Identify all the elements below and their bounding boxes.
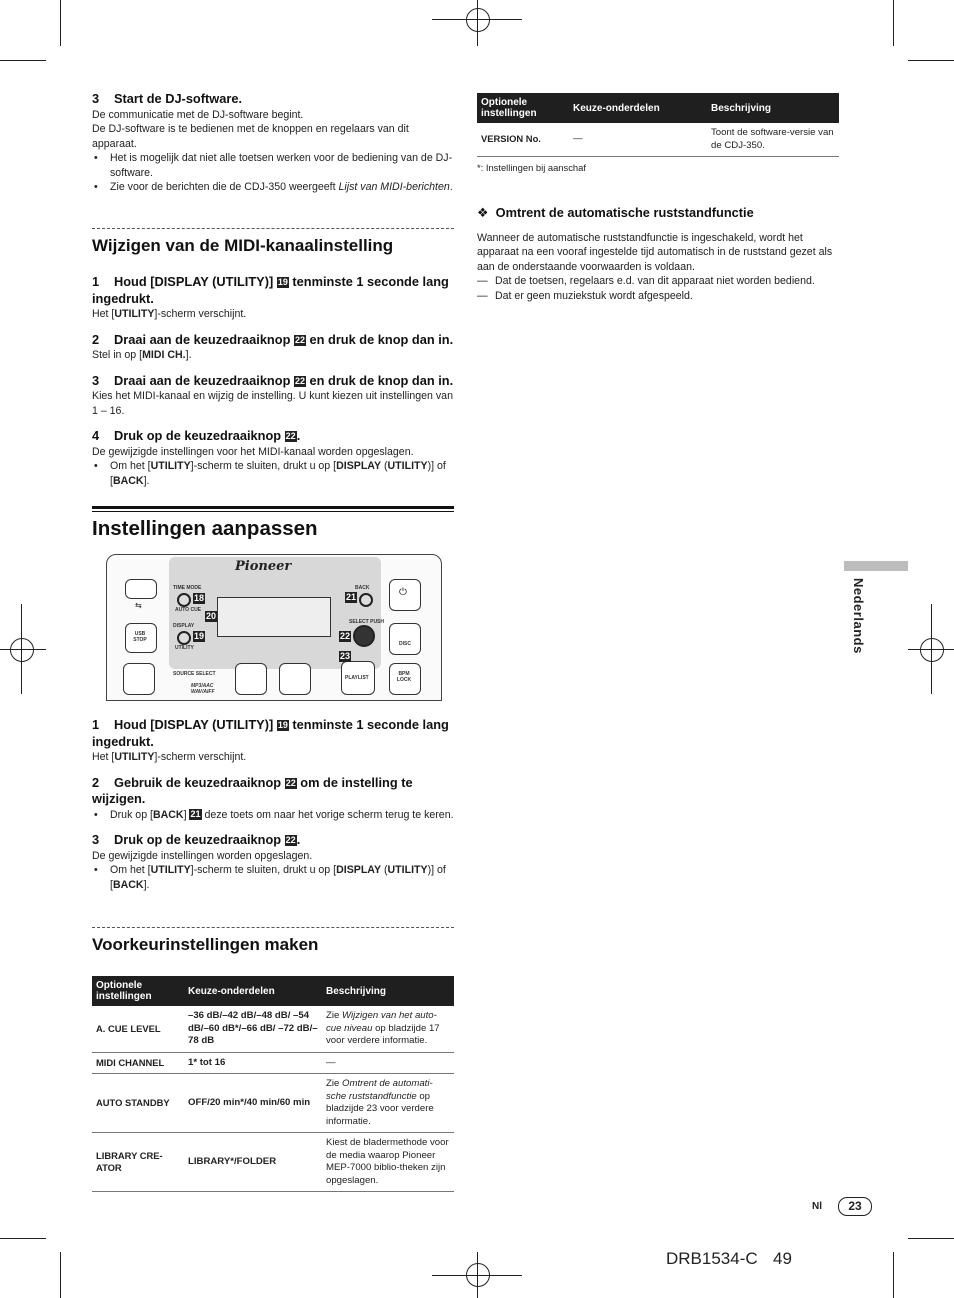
step-heading: 1 Houd [DISPLAY (UTILITY)] 19 tenminste 1 seconde lang ingedrukt. [92, 717, 449, 749]
table-row: A. CUE LEVEL –36 dB/–42 dB/–48 dB/ –54 dB/–60 dB*/–66 dB/ –72 dB/–78 dB Zie Wijzigen van het auto-cue niveau op bladzijde 17 voor verdere informatie. [92, 1006, 454, 1052]
subsection-heading: ❖ Omtrent de automatische ruststandfunctie [477, 205, 754, 220]
usb-icon: ⇆ [135, 601, 142, 610]
auto-standby-section [477, 205, 839, 303]
paragraph: De gewijzigde instellingen worden opgeslagen. [92, 849, 313, 862]
crop-mark [893, 1252, 894, 1298]
footnote: *: Instellingen bij aanschaf [477, 162, 586, 173]
crop-mark [0, 649, 46, 650]
bullet-item: • Druk op [BACK] 21 deze toets om naar het vorige scherm terug te keren. [92, 808, 454, 823]
table-row: AUTO STANDBY OFF/20 min*/40 min/60 min Zie Omtrent de automati-sche ruststandfunctie op bladzijde 23 voor verdere informatie. [92, 1074, 454, 1133]
section-heading: Wijzigen van de MIDI-kanaalinstelling [92, 236, 394, 255]
section-heading: Instellingen aanpassen [92, 517, 318, 540]
power-icon: ⏻ [399, 587, 407, 598]
table-header: Optionele instellingen [92, 976, 184, 1006]
step-heading: 3 Druk op de keuzedraaiknop 22. [92, 832, 301, 847]
crop-mark [0, 60, 46, 61]
callout-badge: 23 [340, 651, 351, 661]
table-row: LIBRARY CRE-ATOR LIBRARY*/FOLDER Kiest de bladermethode voor de media waarop Pioneer MEP-7000 biblio-theken zijn opgeslagen. [92, 1133, 454, 1192]
crop-mark [432, 1275, 522, 1276]
time-mode-button [177, 593, 191, 607]
midi-section [92, 236, 454, 488]
crop-mark [893, 0, 894, 46]
step-heading: 3 Start de DJ-software. [92, 91, 243, 106]
section-divider [92, 927, 454, 928]
section-heading: Voorkeurinstellingen maken [92, 935, 319, 954]
dash-item: — Dat er geen muziekstuk wordt afgespeeld. [477, 289, 839, 304]
table-row: MIDI CHANNEL 1* tot 16 — [92, 1052, 454, 1074]
disc-eject-button [389, 623, 421, 655]
back-button [359, 593, 373, 607]
settings-steps [92, 717, 454, 892]
rotary-selector [353, 625, 375, 647]
registration-mark [466, 8, 490, 32]
table-header: Beschrijving [322, 976, 454, 1006]
paragraph: Kies het MIDI-kanaal en wijzig de instelling. U kunt kiezen uit instellingen van 1 – 16. [92, 390, 453, 417]
disc-source-button [123, 663, 155, 695]
bullet-item: • Het is mogelijk dat niet alle toetsen werken voor de bediening van de DJ-software. [92, 151, 454, 180]
language-label: Nederlands [851, 578, 866, 654]
sheet-number: 49 [773, 1249, 792, 1268]
device-display [217, 597, 331, 637]
table-header: Keuze-onderdelen [569, 93, 707, 123]
callout-badge: 22 [340, 631, 351, 641]
midi-source-button [279, 663, 311, 695]
registration-mark [10, 638, 34, 662]
table-header: Optionele instellingen [477, 93, 569, 123]
step-heading: 3 Draai aan de keuzedraaiknop 22 en druk de knop dan in. [92, 372, 454, 388]
display-button [177, 631, 191, 645]
bullet-item: • Om het [UTILITY]-scherm te sluiten, drukt u op [DISPLAY (UTILITY)] of [BACK]. [92, 459, 454, 488]
step-heading: 4 Druk op de keuzedraaiknop 22. [92, 428, 301, 443]
crop-mark [60, 0, 61, 46]
table-header: Beschrijving [707, 93, 839, 123]
section-rule [92, 506, 454, 509]
device-illustration: Pioneer ⇆ USB STOP TIME MODE AUTO CUE DISPLAY UTILITY BACK SELECT PUSH SOURCE SELECT MP3/AAC WAV/AIFF PLAYLIST ⏻ DISC BPM LOCK 18 19 20 21 22 23 [106, 554, 442, 701]
crop-mark [60, 1252, 61, 1298]
callout-badge: 21 [346, 592, 357, 602]
crop-mark [908, 60, 954, 61]
section-divider [92, 228, 454, 229]
doc-code: DRB1534-C [666, 1249, 758, 1268]
paragraph: De gewijzigde instellingen voor het MIDI-kanaal worden opgeslagen. [92, 445, 414, 458]
brand-logo: Pioneer [235, 559, 292, 574]
registration-mark [920, 638, 944, 662]
eject-usb-button [125, 579, 157, 599]
callout-badge: 19 [194, 631, 205, 641]
crop-mark [908, 1238, 954, 1239]
table-header: Keuze-onderdelen [184, 976, 322, 1006]
table-row: VERSION No. — Toont de software-versie van de CDJ-350. [477, 123, 839, 157]
bullet-item: • Zie voor de berichten die de CDJ-350 weergeeft Lijst van MIDI-berichten. [92, 180, 454, 195]
paragraph: De DJ-software is te bedienen met de knoppen en regelaars van dit apparaat. [92, 123, 409, 150]
language-tab [844, 561, 908, 571]
intro-section [92, 91, 454, 195]
dash-item: — Dat de toetsen, regelaars e.d. van dit apparaat niet worden bediend. [477, 274, 839, 289]
callout-badge: 18 [194, 593, 205, 603]
paragraph: De communicatie met de DJ-software begint. [92, 108, 304, 121]
page-number: 23 [838, 1197, 872, 1216]
callout-badge: 20 [206, 611, 217, 621]
step-heading: 2 Gebruik de keuzedraaiknop 22 om de instelling te wijzigen. [92, 774, 413, 806]
paragraph: Wanneer de automatische ruststandfunctie is ingeschakeld, wordt het apparaat na een vooraf ingestelde tijd automatisch in de ruststand gezet als aan de onderstaande voorwaarden is voldaan. [477, 231, 833, 273]
section-rule [92, 511, 454, 512]
crop-mark [432, 19, 522, 20]
crop-mark [0, 1238, 46, 1239]
preferences-table [92, 976, 454, 1192]
crop-mark [908, 649, 954, 650]
step-heading: 1 Houd [DISPLAY (UTILITY)] 19 tenminste 1 seconde lang ingedrukt. [92, 274, 449, 306]
bullet-item: • Om het [UTILITY]-scherm te sluiten, drukt u op [DISPLAY (UTILITY)] of [BACK]. [92, 863, 454, 892]
footer-language: Nl [812, 1201, 822, 1212]
paragraph: Het [UTILITY]-scherm verschijnt. [92, 751, 247, 763]
crop-mark [477, 0, 478, 46]
paragraph: Stel in op [MIDI CH.]. [92, 349, 192, 361]
version-table [477, 93, 839, 176]
step-heading: 2 Draai aan de keuzedraaiknop 22 en druk de knop dan in. [92, 331, 454, 347]
paragraph: Het [UTILITY]-scherm verschijnt. [92, 308, 247, 320]
usb-source-button [235, 663, 267, 695]
